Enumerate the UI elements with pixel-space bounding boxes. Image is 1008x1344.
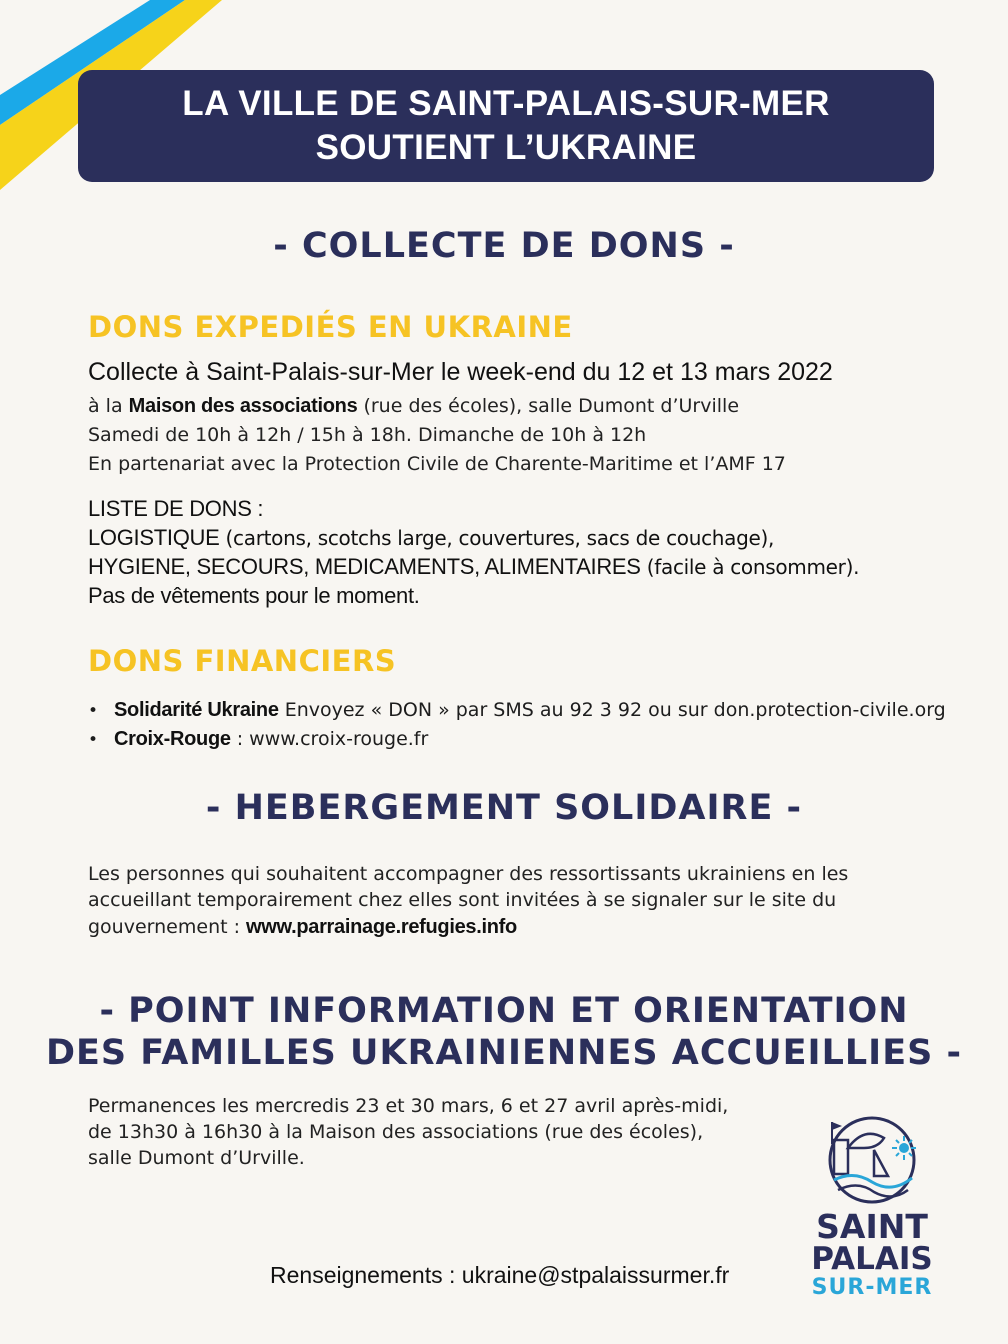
header-line-2: SOUTIENT L’UKRAINE (315, 128, 697, 167)
vetements-line: Pas de vêtements pour le moment. (88, 583, 420, 608)
lieu-prefix: à la (88, 395, 129, 417)
parrainage-link: www.parrainage.refugies.info (246, 916, 517, 938)
header-line-1: LA VILLE DE SAINT-PALAIS-SUR-MER (182, 84, 830, 123)
collecte-title: - COLLECTE DE DONS - (273, 226, 735, 266)
hebergement-line-1: Les personnes qui souhaitent accompagner des ressortissants ukrainiens en les (88, 863, 849, 885)
financier-bold: Croix-Rouge (114, 728, 231, 750)
hebergement-line-2: accueillant temporairement chez elles sont invitées à se signaler sur le site du (88, 889, 837, 911)
hebergement-text (88, 861, 848, 942)
point-info-title-line-2: DES FAMILLES UKRAINIENNES ACCUEILLIES - (45, 1033, 963, 1073)
lieu-line (88, 392, 739, 421)
horaires-line: Samedi de 10h à 12h / 15h à 18h. Dimanche de 10h à 12h (88, 424, 647, 446)
hygiene-bold: HYGIENE, SECOURS, MEDICAMENTS, ALIMENTAIRES (88, 554, 641, 579)
hebergement-line-3 (88, 913, 848, 942)
point-info-title-line-1: - POINT INFORMATION ET ORIENTATION (99, 991, 909, 1031)
point-info-text (88, 1093, 728, 1171)
logistique-line (88, 523, 774, 553)
logistique-bold: LOGISTIQUE (88, 525, 220, 550)
footer-contact: Renseignements : ukraine@stpalaissurmer.fr (270, 1262, 730, 1288)
dons-financiers-title: DONS FINANCIERS (88, 644, 397, 678)
list-item (88, 696, 946, 725)
financier-text: Envoyez « DON » par SMS au 92 3 92 ou sur don.protection-civile.org (278, 699, 946, 721)
bullet-icon: • (88, 730, 99, 750)
hygiene-rest: (facile à consommer). (640, 555, 860, 579)
hygiene-line (88, 552, 859, 582)
logistique-rest: (cartons, scotchs large, couvertures, sacs de couchage), (219, 526, 775, 550)
point-info-line-2: de 13h30 à 16h30 à la Maison des associations (rue des écoles), (88, 1121, 704, 1143)
logo-word-sur-mer: SUR-MER (811, 1275, 933, 1300)
point-info-title (0, 990, 1008, 1074)
partenariat-line: En partenariat avec la Protection Civile de Charente-Maritime et l’AMF 17 (88, 453, 786, 475)
logo-emblem-icon (808, 1114, 936, 1206)
saint-palais-logo (808, 1114, 936, 1302)
point-info-line-1: Permanences les mercredis 23 et 30 mars, 6 et 27 avril après-midi, (88, 1095, 729, 1117)
financier-bold: Solidarité Ukraine (114, 699, 279, 721)
header-banner (78, 70, 934, 182)
logo-word-palais: PALAIS (811, 1241, 933, 1277)
list-item (88, 725, 946, 754)
financiers-list (88, 696, 946, 754)
hebergement-title: - HEBERGEMENT SOLIDAIRE - (205, 788, 803, 828)
logo-word-saint: SAINT (816, 1207, 928, 1246)
lieu-suffix: (rue des écoles), salle Dumont d’Urville (357, 395, 740, 417)
financier-text: : www.croix-rouge.fr (230, 728, 429, 750)
dons-expedies-title: DONS EXPEDIÉS EN UKRAINE (88, 310, 573, 344)
liste-title: LISTE DE DONS : (88, 496, 264, 521)
lieu-bold: Maison des associations (128, 395, 358, 417)
hebergement-prefix: gouvernement : (88, 916, 247, 938)
point-info-line-3: salle Dumont d’Urville. (88, 1147, 305, 1169)
bullet-icon: • (88, 701, 99, 721)
collecte-line: Collecte à Saint-Palais-sur-Mer le week-end du 12 et 13 mars 2022 (88, 358, 833, 386)
